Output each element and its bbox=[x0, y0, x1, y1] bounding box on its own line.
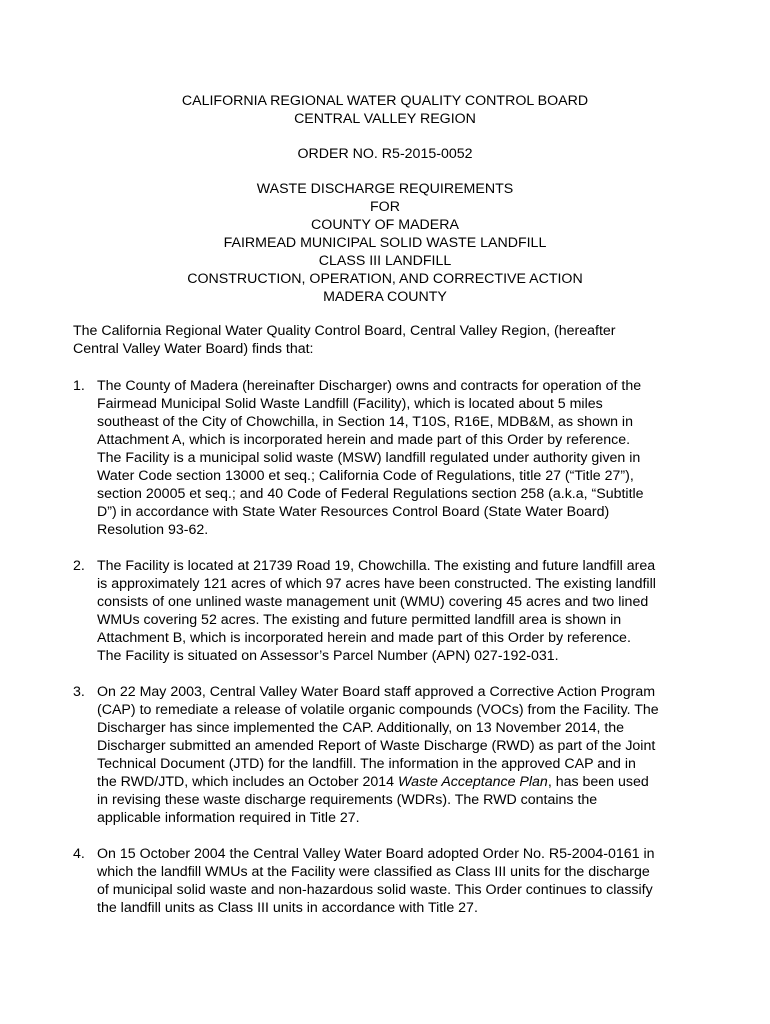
waste-acceptance-plan-title: Waste Acceptance Plan bbox=[397, 774, 548, 790]
finding-line: Discharger submitted an amended Report of Waste Discharge (RWD) as part of the Joint bbox=[97, 738, 656, 754]
finding-line: which the landfill WMUs at the Facility were classified as Class III units for the discharge bbox=[97, 864, 650, 880]
finding-line: Technical Document (JTD) for the landfill. The information in the approved CAP and in bbox=[97, 756, 636, 772]
finding-line: consists of one unlined waste management unit (WMU) covering 45 acres and two lined bbox=[97, 594, 649, 610]
finding-line: Attachment B, which is incorporated herein and made part of this Order by reference. bbox=[97, 630, 631, 646]
finding-line: Fairmead Municipal Solid Waste Landfill (Facility), which is located about 5 miles bbox=[97, 396, 603, 412]
finding-item bbox=[73, 683, 713, 827]
finding-line: section 20005 et seq.; and 40 Code of Federal Regulations section 258 (a.k.a, “Subtitle bbox=[97, 486, 644, 502]
finding-line: Resolution 93-62. bbox=[97, 522, 209, 538]
finding-line: On 15 October 2004 the Central Valley Water Board adopted Order No. R5-2004-0161 in bbox=[97, 846, 655, 862]
finding-line: the landfill units as Class III units in accordance with Title 27. bbox=[97, 900, 478, 916]
finding-number: 4. bbox=[73, 846, 85, 862]
finding-line: is approximately 121 acres of which 97 acres have been constructed. The existing landfill bbox=[97, 576, 656, 592]
finding-number: 3. bbox=[73, 684, 85, 700]
header-gap bbox=[0, 163, 770, 180]
finding-line: The County of Madera (hereinafter Discharger) owns and contracts for operation of the bbox=[97, 378, 642, 394]
finding-text: , has been used bbox=[547, 774, 649, 790]
finding-number: 2. bbox=[73, 558, 85, 574]
finding-line: applicable information required in Title 27. bbox=[97, 810, 360, 826]
intro-paragraph bbox=[73, 322, 698, 358]
title-line: MADERA COUNTY bbox=[323, 289, 447, 305]
finding-line: Discharger has since implemented the CAP. Additionally, on 13 November 2014, the bbox=[97, 720, 625, 736]
finding-line: D”) in accordance with State Water Resources Control Board (State Water Board) bbox=[97, 504, 610, 520]
agency-name-line: CALIFORNIA REGIONAL WATER QUALITY CONTROL BOARD bbox=[181, 93, 589, 109]
title-line: FOR bbox=[370, 199, 400, 215]
finding-line: The Facility is a municipal solid waste (MSW) landfill regulated under authority given in bbox=[97, 450, 641, 466]
finding-line: The Facility is located at 21739 Road 19, Chowchilla. The existing and future landfill area bbox=[97, 558, 656, 574]
finding-line: Attachment A, which is incorporated herein and made part of this Order by reference. bbox=[97, 432, 631, 448]
title-line: COUNTY OF MADERA bbox=[311, 217, 459, 233]
finding-item bbox=[73, 377, 713, 539]
finding-line: southeast of the City of Chowchilla, in Section 14, T10S, R16E, MDB&M, as shown in bbox=[97, 414, 633, 430]
finding-item bbox=[73, 845, 713, 917]
finding-line: Water Code section 13000 et seq.; California Code of Regulations, title 27 (“Title 27”), bbox=[97, 468, 634, 484]
finding-number: 1. bbox=[73, 378, 85, 394]
intro-line: The California Regional Water Quality Control Board, Central Valley Region, (hereafter bbox=[73, 323, 616, 339]
finding-line: The Facility is situated on Assessor’s Parcel Number (APN) 027-192-031. bbox=[97, 648, 559, 664]
finding-line bbox=[97, 773, 713, 791]
title-line: CONSTRUCTION, OPERATION, AND CORRECTIVE ACTION bbox=[187, 271, 583, 287]
header-gap bbox=[0, 128, 770, 145]
finding-line: On 22 May 2003, Central Valley Water Board staff approved a Corrective Action Program bbox=[97, 684, 656, 700]
title-line: CLASS III LANDFILL bbox=[318, 253, 452, 269]
intro-line: Central Valley Water Board) finds that: bbox=[73, 341, 314, 357]
agency-region-line: CENTRAL VALLEY REGION bbox=[294, 111, 476, 127]
order-number: ORDER NO. R5-2015-0052 bbox=[297, 146, 473, 162]
finding-line: (CAP) to remediate a release of volatile organic compounds (VOCs) from the Facility. The bbox=[97, 702, 659, 718]
finding-line: in revising these waste discharge requirements (WDRs). The RWD contains the bbox=[97, 792, 598, 808]
finding-text: the RWD/JTD, which includes an October 2014 bbox=[97, 774, 398, 790]
findings-list bbox=[73, 377, 713, 917]
title-line: FAIRMEAD MUNICIPAL SOLID WASTE LANDFILL bbox=[223, 235, 547, 251]
finding-line: of municipal solid waste and non-hazardous solid waste. This Order continues to classify bbox=[97, 882, 653, 898]
finding-line: WMUs covering 52 acres. The existing and future permitted landfill area is shown in bbox=[97, 612, 622, 628]
finding-item bbox=[73, 557, 713, 665]
document-header bbox=[0, 92, 770, 306]
title-line: WASTE DISCHARGE REQUIREMENTS bbox=[256, 181, 514, 197]
